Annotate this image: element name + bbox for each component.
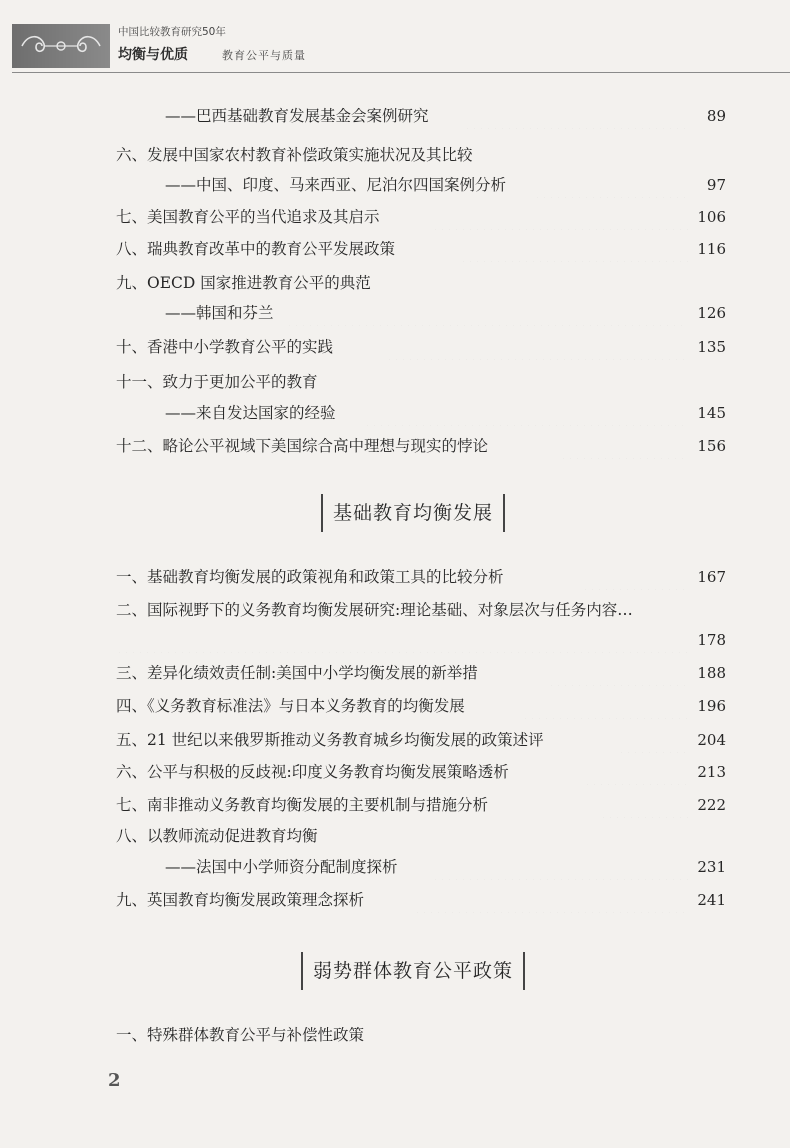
toc-entry-text: 九、OECD 国家推进教育公平的典范 (116, 274, 371, 292)
toc-entry[interactable] (0, 660, 790, 686)
toc-entry-text: 二、国际视野下的义务教育均衡发展研究:理论基础、对象层次与任务内容… (116, 601, 633, 619)
toc-page-number: 178 (697, 631, 726, 649)
toc-entry-text: 九、英国教育均衡发展政策理念探析 (116, 891, 365, 909)
toc-entry[interactable] (0, 236, 790, 262)
toc-leader-dots (116, 627, 688, 653)
toc-entry-text: 七、美国教育公平的当代追求及其启示 (116, 208, 380, 226)
toc-entry[interactable] (0, 597, 790, 623)
toc-entry[interactable] (0, 433, 790, 459)
toc-entry-text: 六、发展中国家农村教育补偿政策实施状况及其比较 (116, 146, 473, 164)
toc-entry[interactable] (0, 854, 790, 880)
section-heading-basic-education: 基础教育均衡发展 (321, 494, 505, 532)
toc-page-number: 204 (697, 731, 726, 749)
toc-entry-text: 四、《义务教育标准法》与日本义务教育的均衡发展 (116, 697, 465, 715)
toc-page-number: 188 (697, 664, 726, 682)
scroll-ornament-icon (18, 32, 104, 60)
toc-entry-text: ——来自发达国家的经验 (165, 404, 336, 422)
toc-leader-dots (386, 334, 688, 360)
toc-entry[interactable] (0, 693, 790, 719)
toc-entry-text: 十二、略论公平视域下美国综合高中理想与现实的悖论 (116, 437, 489, 455)
toc-entry-text: ——法国中小学师资分配制度探析 (165, 858, 398, 876)
toc-entry-text: 十一、致力于更加公平的教育 (116, 373, 318, 391)
header-book-title: 均衡与优质 (118, 47, 188, 63)
toc-page-number: 145 (697, 404, 726, 422)
toc-entry[interactable] (0, 334, 790, 360)
header-ornament-band (12, 24, 110, 68)
toc-page-number: 196 (697, 697, 726, 715)
toc-entry-text: 八、以教师流动促进教育均衡 (116, 827, 318, 845)
toc-entry-text: ——中国、印度、马来西亚、尼泊尔四国案例分析 (165, 176, 507, 194)
toc-entry[interactable] (0, 564, 790, 590)
toc-entry[interactable] (0, 103, 790, 129)
toc-leader-dots (432, 204, 688, 230)
toc-page-number: 126 (697, 304, 726, 322)
toc-entry[interactable] (0, 142, 790, 168)
toc-entry-text: 七、南非推动义务教育均衡发展的主要机制与措施分析 (116, 796, 489, 814)
toc-entry-text: 一、特殊群体教育公平与补偿性政策 (116, 1026, 365, 1044)
toc-page-number: 167 (697, 568, 726, 586)
toc-leader-dots (522, 693, 688, 719)
toc-entry-text: 六、公平与积极的反歧视:印度义务教育均衡发展策略透析 (116, 763, 509, 781)
section-heading-disadvantaged-groups: 弱势群体教育公平政策 (301, 952, 525, 990)
toc-page-number: 97 (706, 176, 726, 194)
toc-leader-dots (432, 854, 688, 880)
toc-entry[interactable] (0, 369, 790, 395)
toc-entry-text: 一、基础教育均衡发展的政策视角和政策工具的比较分析 (116, 568, 504, 586)
toc-entry[interactable] (0, 1022, 790, 1048)
toc-entry[interactable] (0, 204, 790, 230)
toc-page-number: 89 (706, 107, 726, 125)
header-divider (12, 72, 790, 73)
toc-entry-text: ——韩国和芬兰 (165, 304, 274, 322)
toc-entry-text: 八、瑞典教育改革中的教育公平发展政策 (116, 240, 396, 258)
toc-entry[interactable] (0, 792, 790, 818)
toc-entry-text: 十、香港中小学教育公平的实践 (116, 338, 334, 356)
toc-entry-text: 三、差异化绩效责任制:美国中小学均衡发展的新举措 (116, 664, 478, 682)
toc-entry-text: ——巴西基础教育发展基金会案例研究 (165, 107, 429, 125)
toc-entry[interactable] (0, 823, 790, 849)
toc-leader-dots (534, 172, 688, 198)
toc-page-number: 106 (697, 208, 726, 226)
toc-entry[interactable] (0, 727, 790, 753)
header-series-title: 中国比较教育研究50年 (118, 26, 226, 38)
toc-leader-dots (460, 236, 688, 262)
toc-page-number: 241 (697, 891, 726, 909)
toc-leader-dots (286, 300, 688, 326)
toc-entry[interactable] (0, 759, 790, 785)
toc-page-number: 135 (697, 338, 726, 356)
toc-leader-dots (364, 400, 688, 426)
page-number: 2 (108, 1070, 121, 1091)
toc-page-number: 116 (697, 240, 726, 258)
toc-entry[interactable] (0, 400, 790, 426)
toc-entry[interactable] (0, 172, 790, 198)
toc-page-number: 213 (697, 763, 726, 781)
toc-entry-text: 五、21 世纪以来俄罗斯推动义务教育城乡均衡发展的政策述评 (116, 731, 544, 749)
toc-entry[interactable] (0, 887, 790, 913)
toc-page-number: 156 (697, 437, 726, 455)
toc-entry[interactable] (0, 300, 790, 326)
toc-leader-dots (464, 103, 688, 129)
toc-entry[interactable] (0, 627, 790, 653)
toc-leader-dots (414, 887, 688, 913)
toc-entry[interactable] (0, 270, 790, 296)
toc-page-number: 231 (697, 858, 726, 876)
header-subtitle: 教育公平与质量 (222, 49, 306, 62)
toc-page-number: 222 (697, 796, 726, 814)
